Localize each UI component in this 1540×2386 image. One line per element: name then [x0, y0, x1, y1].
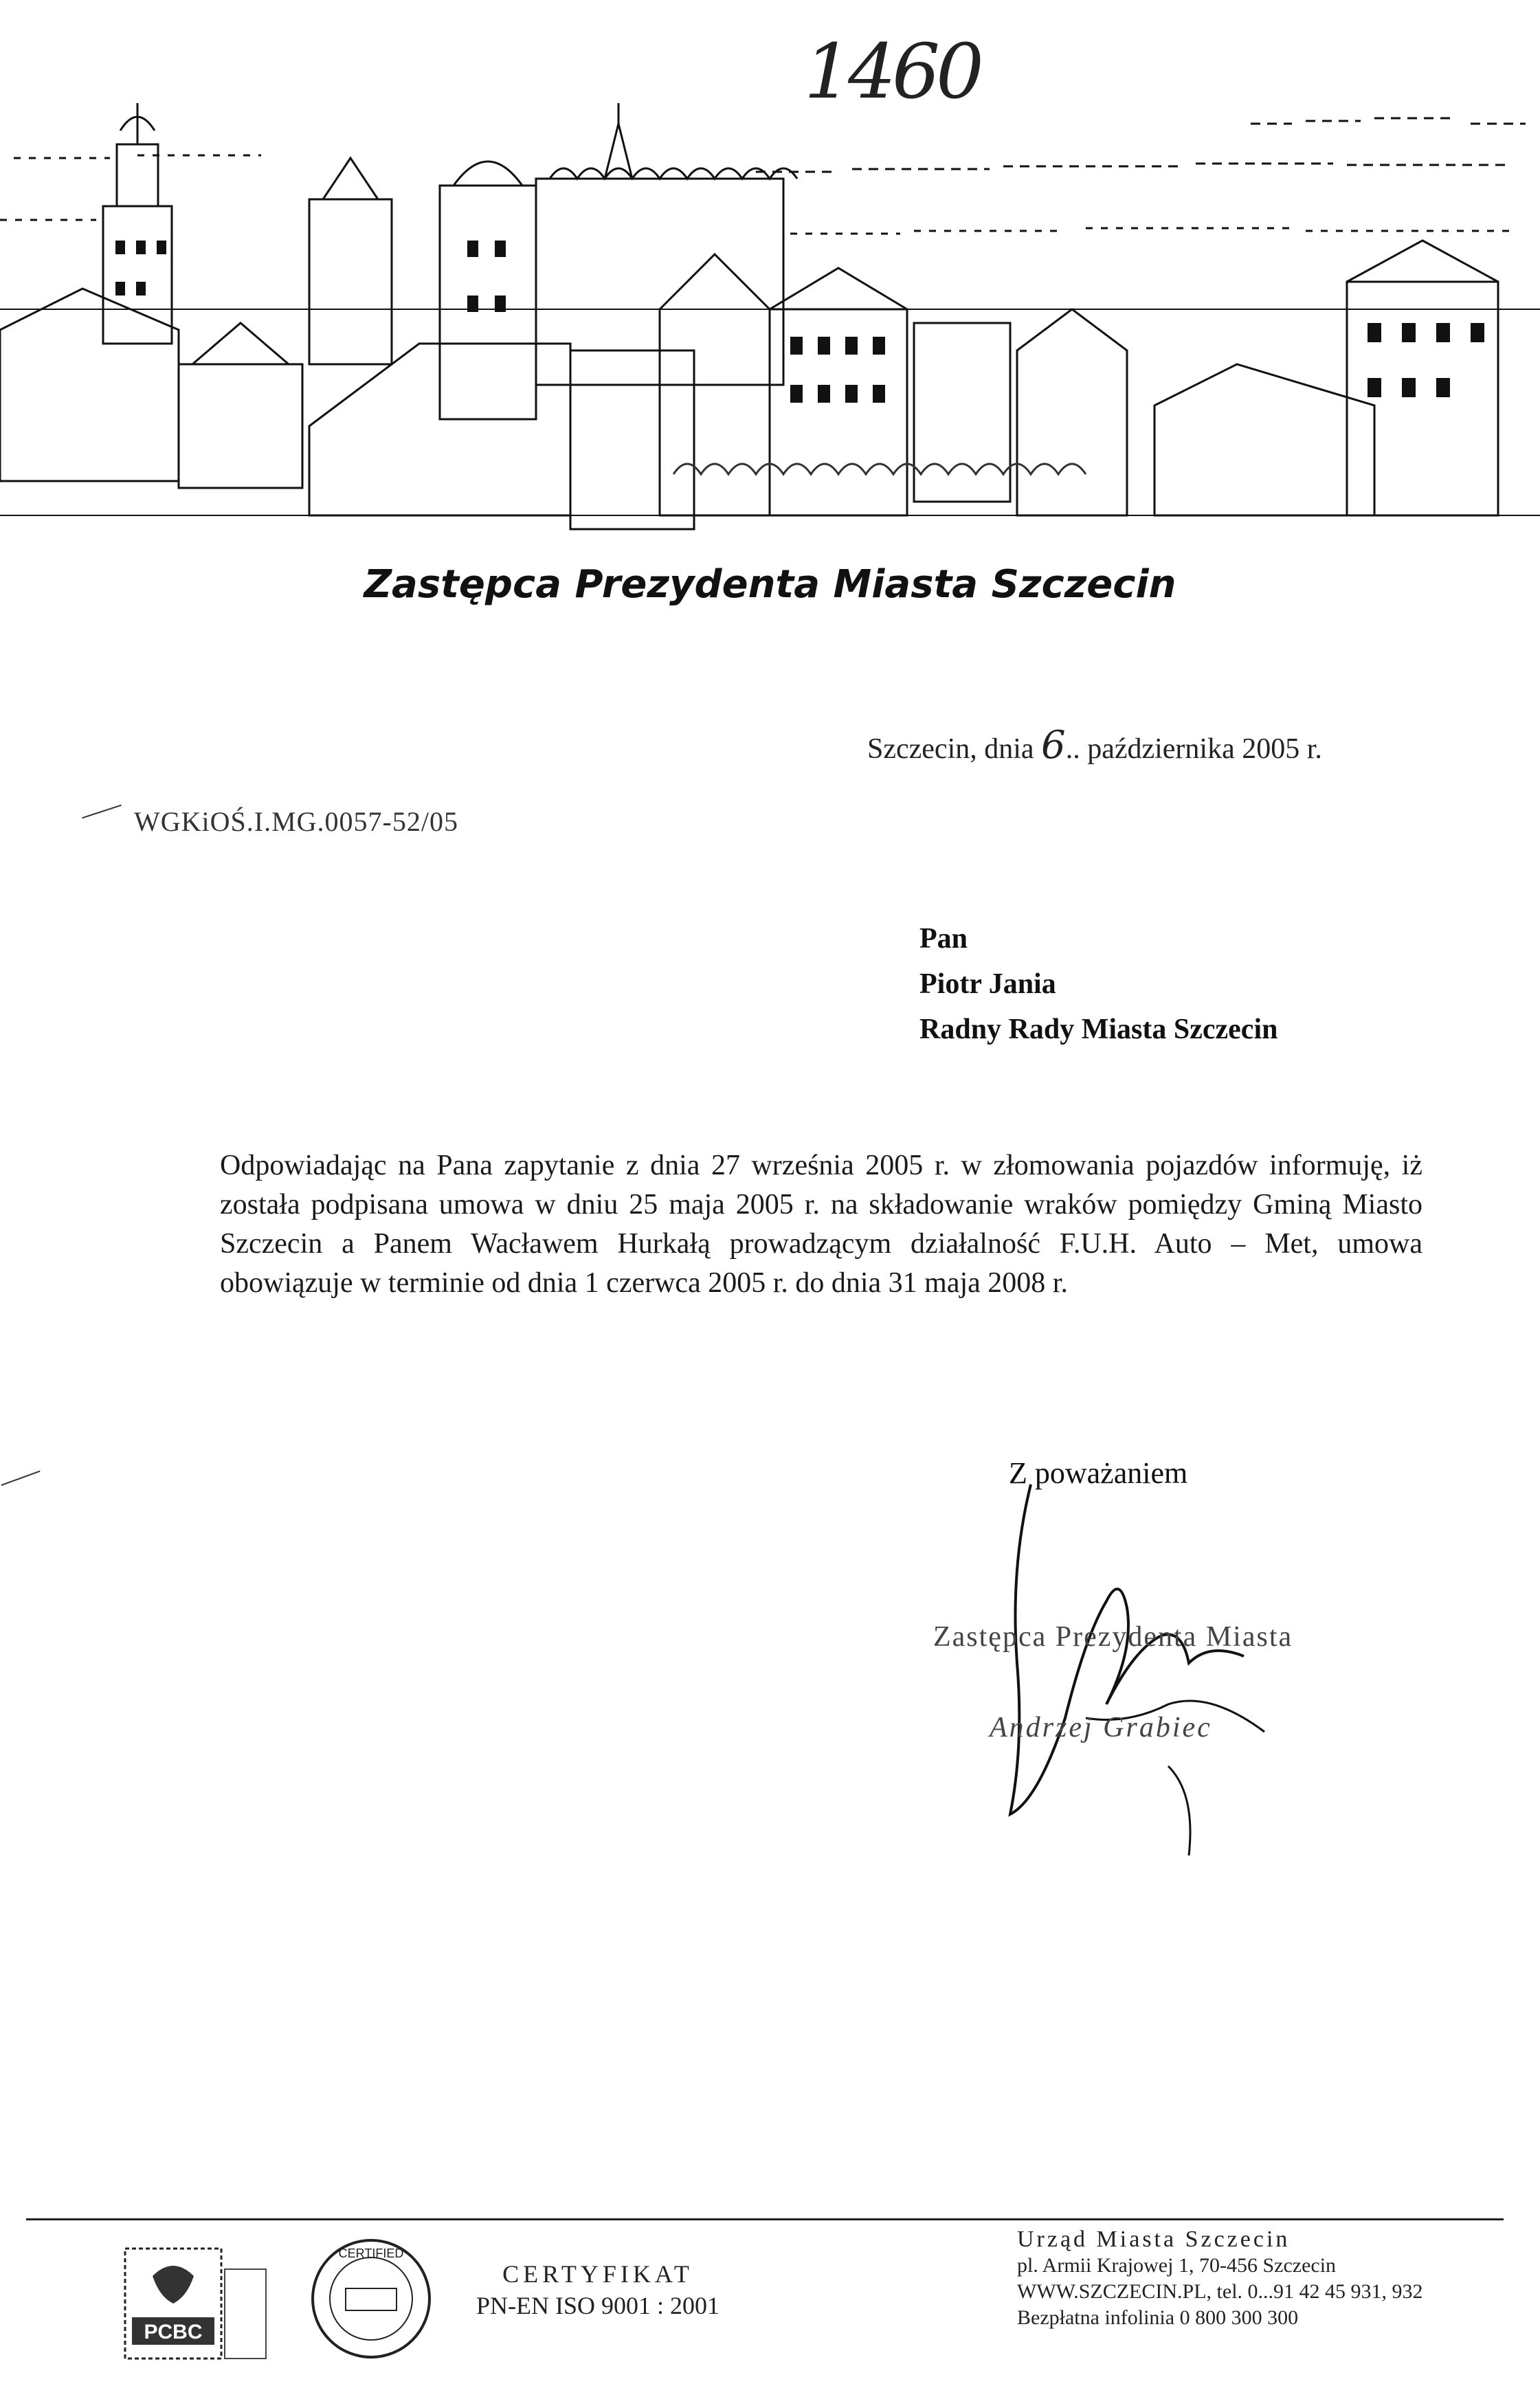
signatory-name: Andrzej Grabiec: [990, 1712, 1212, 1743]
closing: Z poważaniem: [1009, 1456, 1188, 1490]
certificate-standard: PN-EN ISO 9001 : 2001: [476, 2292, 719, 2319]
svg-text:CERTIFIED: CERTIFIED: [338, 2246, 404, 2260]
handwritten-signature: [921, 1471, 1306, 1855]
signatory-title: Zastępca Prezydenta Miasta: [933, 1621, 1293, 1653]
date-suffix: .. października 2005 r.: [1065, 733, 1322, 765]
dateline: [867, 723, 1322, 768]
handwritten-number: 1460: [804, 27, 980, 115]
certified-seal-icon: [306, 2233, 436, 2364]
office-address: [1017, 2227, 1498, 2331]
margin-tick-mark: [1, 1471, 40, 1486]
date-day: 6: [1041, 723, 1066, 768]
recipient-salutation: Pan: [919, 923, 968, 955]
svg-text:PCBC: PCBC: [144, 2321, 203, 2343]
office-street: pl. Armii Krajowej 1, 70-456 Szczecin: [1017, 2254, 1337, 2277]
office-hotline: Bezpłatna infolinia 0 800 300 300: [1017, 2306, 1299, 2329]
date-prefix: Szczecin, dnia: [867, 733, 1042, 765]
margin-tick-mark: [82, 805, 122, 818]
recipient-role: Radny Rady Miasta Szczecin: [919, 1014, 1278, 1045]
office-name: Urząd Miasta Szczecin: [1017, 2227, 1291, 2252]
recipient-block: [919, 916, 1277, 1052]
letterhead-title: Zastępca Prezydenta Miasta Szczecin: [364, 562, 1176, 607]
footer-divider: [26, 2218, 1504, 2220]
city-skyline-illustration: [0, 103, 1540, 557]
office-web-phone: WWW.SZCZECIN.PL, tel. 0...91 42 45 931, 932: [1017, 2280, 1423, 2303]
eagle-emblem-icon: [111, 2242, 276, 2365]
certificate-block: [460, 2258, 735, 2321]
recipient-name: Piotr Jania: [919, 968, 1056, 1000]
certificate-label: CERTYFIKAT: [502, 2260, 693, 2288]
letter-body: [220, 1146, 1422, 1303]
reference-number: WGKiOŚ.I.MG.0057-52/05: [134, 806, 458, 837]
body-paragraph: Odpowiadając na Pana zapytanie z dnia 27 września 2005 r. w złomowania pojazdów informuję, iż została podpisana umowa w dniu 25 maja 2005 r. na składowanie wraków pomiędzy Gminą Miasto Szczecin a Panem Wacławem Hurkałą prowadzącym działalność F.U.H. Auto – Met, umowa obowiązuje w terminie od dnia 1 czerwca 2005 r. do dnia 31 maja 2008 r.: [220, 1150, 1422, 1299]
